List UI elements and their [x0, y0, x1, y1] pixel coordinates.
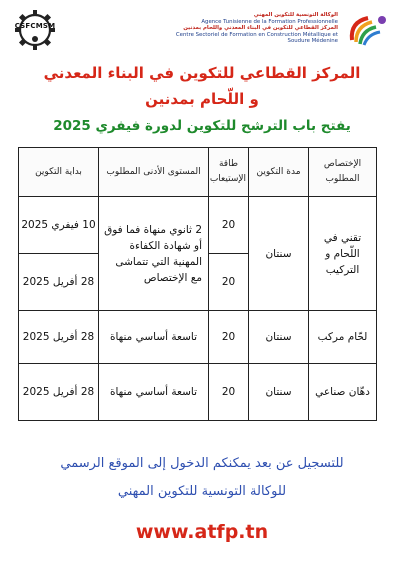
table-row — [19, 311, 377, 364]
training-table — [18, 147, 377, 421]
cell-start: 28 أفريل 2025 — [19, 311, 99, 364]
atfp-logo — [344, 10, 392, 50]
cell-capacity: 20 — [209, 197, 249, 254]
logo-text: CSFCMSM — [14, 22, 56, 30]
agency-line-fr: Agence Tunisienne de la Formation Professionnelle — [201, 18, 338, 25]
cell-start: 28 أفريل 2025 — [19, 364, 99, 421]
header — [0, 0, 404, 62]
cell-duration: سنتان — [249, 197, 309, 311]
cell-specialty: لحّام مركب — [309, 311, 377, 364]
cell-start: 28 أفريل 2025 — [19, 254, 99, 311]
cell-capacity: 20 — [209, 254, 249, 311]
header-start: بداية التكوين — [19, 148, 99, 197]
cell-specialty: دهّان صناعي — [309, 364, 377, 421]
cell-level: تاسعة أساسي منهاة — [99, 311, 209, 364]
centre-line-fr: Centre Sectoriel de Formation en Construction Métallique et Soudure Médenine — [175, 31, 338, 45]
table-row — [19, 197, 377, 254]
table-header-row — [19, 148, 377, 197]
cell-level: تاسعة أساسي منهاة — [99, 364, 209, 421]
gear-logo — [13, 8, 57, 52]
title-line-2: و اللّحام بمدنين — [145, 90, 259, 108]
cell-level: 2 ثانوي منهاة فما فوق أو شهادة الكفاءة المهنية التي تتماشى مع الإختصاص — [99, 197, 209, 311]
cell-duration: سنتان — [249, 364, 309, 421]
agency-block — [166, 12, 338, 45]
header-level: المستوى الأدنى المطلوب — [99, 148, 209, 197]
header-specialty: الإختصاص المطلوب — [309, 148, 377, 197]
footer-line-2: للوكالة التونسية للتكوين المهني — [117, 484, 287, 499]
title-line-1: المركز القطاعي للتكوين في البناء المعدني — [43, 64, 361, 82]
cell-start: 10 فيفري 2025 — [19, 197, 99, 254]
footer-line-1: للتسجيل عن بعد يمكنكم الدخول إلى الموقع الرسمي — [60, 456, 344, 471]
cell-specialty: تقني في اللّحام و التركيب — [309, 197, 377, 311]
announcement-line: يفتح باب الترشح للتكوين لدورة فيفري 2025 — [53, 118, 351, 134]
website-link[interactable]: www.atfp.tn — [135, 521, 269, 543]
centre-line-ar: المركز القطاعي للتكوين في البناء المعدني واللحام بمدنين — [183, 25, 338, 32]
table-row — [19, 364, 377, 421]
cell-capacity: 20 — [209, 311, 249, 364]
header-duration: مدة التكوين — [249, 148, 309, 197]
cell-capacity: 20 — [209, 364, 249, 421]
cell-duration: سنتان — [249, 311, 309, 364]
agency-line-ar: الوكالة التونسية للتكوين المهني — [253, 12, 338, 18]
header-capacity: طاقة الإستيعاب — [209, 148, 249, 197]
